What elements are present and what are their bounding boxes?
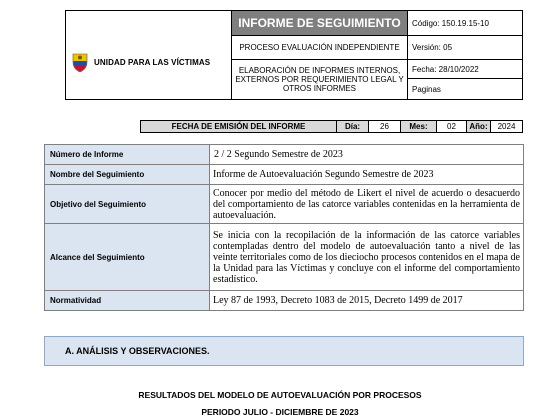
report-number-value: 2 / 2 Segundo Semestre de 2023 [210, 145, 524, 165]
coat-of-arms-icon [71, 53, 89, 73]
report-number-label: Número de Informe [45, 145, 210, 165]
document-pages: Paginas [412, 84, 441, 94]
process-name: PROCESO EVALUACIÓN INDEPENDIENTE [232, 36, 408, 60]
tracking-name-value: Informe de Autoevaluación Segundo Semestre de 2023 [210, 165, 524, 185]
objective-value: Conocer por medio del método de Likert el nivel de acuerdo o desacuerdo del comportamiento de las catorce variables contenidas en la herramienta de autoevaluación. [210, 185, 524, 224]
organization-name: UNIDAD PARA LAS VÍCTIMAS [94, 58, 211, 67]
objective-label: Objetivo del Seguimiento [45, 185, 210, 224]
table-row [45, 165, 524, 185]
emission-label: FECHA DE EMISIÓN DEL INFORME [141, 121, 337, 132]
logo-cell [66, 11, 232, 99]
emission-date-row [140, 120, 523, 133]
table-row [45, 145, 524, 165]
regulation-label: Normatividad [45, 291, 210, 311]
month-value: 02 [437, 121, 467, 132]
table-row [45, 291, 524, 311]
month-label: Mes: [401, 121, 437, 132]
regulation-value: Ley 87 de 1993, Decreto 1083 de 2015, Decreto 1499 de 2017 [210, 291, 524, 311]
results-period: PERIODO JULIO - DICIEMBRE DE 2023 [201, 407, 359, 417]
report-subtitle: ELABORACIÓN DE INFORMES INTERNOS, EXTERNOS POR REQUERIMIENTO LEGAL Y OTROS INFORMES [232, 60, 408, 99]
tracking-name-label: Nombre del Seguimiento [45, 165, 210, 185]
year-label: Año: [467, 121, 491, 132]
analysis-section-heading: A. ANÁLISIS Y OBSERVACIONES. [44, 336, 524, 366]
scope-value: Se inicia con la recopilación de la información de las catorce variables contempladas dentro del modelo de autoevaluación tanto a nivel de las veinte territoriales como de los dieciocho procesos contenidos en el mapa de la Unidad para las Víctimas y concluye con el informe del comportamiento estadístico. [210, 224, 524, 291]
table-row [45, 185, 524, 224]
report-info-table [44, 144, 524, 311]
document-header [65, 10, 523, 100]
document-version: Versión: 05 [408, 36, 522, 60]
scope-label: Alcance del Seguimiento [45, 224, 210, 291]
year-value: 2024 [491, 121, 522, 132]
report-title: INFORME DE SEGUIMIENTO [232, 11, 408, 36]
day-label: Día: [337, 121, 369, 132]
document-date: Fecha: 28/10/2022 [408, 60, 522, 79]
table-row [45, 224, 524, 291]
document-code: Código: 150.19.15-10 [408, 11, 522, 36]
day-value: 26 [369, 121, 401, 132]
results-title: RESULTADOS DEL MODELO DE AUTOEVALUACIÓN POR PROCESOS [138, 390, 422, 400]
